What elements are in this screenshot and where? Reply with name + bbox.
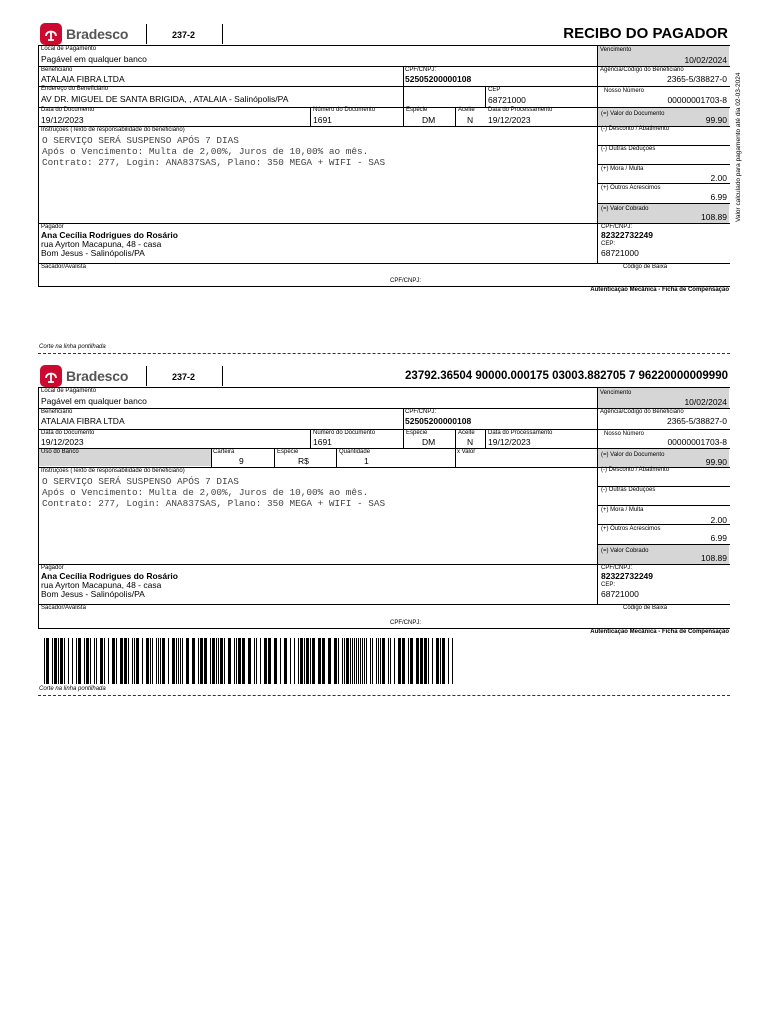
document-date: 19/12/2023 bbox=[41, 437, 84, 447]
other-additions: 6.99 bbox=[710, 192, 727, 202]
field-label: Endereço do Beneficiário bbox=[41, 86, 109, 92]
beneficiary-address: AV DR. MIGUEL DE SANTA BRIGIDA, , ATALAIA - Salinópolis/PA bbox=[41, 94, 289, 104]
field-label: Beneficiário bbox=[41, 409, 73, 415]
payer-cep: 68721000 bbox=[601, 248, 639, 258]
document-value: 99.90 bbox=[705, 115, 727, 125]
acceptance: N bbox=[467, 437, 474, 447]
charged-value: 108.89 bbox=[701, 212, 727, 222]
document-value: 99.90 bbox=[705, 457, 727, 467]
field-label: CPF/CNPJ: bbox=[601, 565, 633, 571]
field-label: Agência/Código do Beneficiário bbox=[600, 409, 684, 415]
beneficiary-cnpj: 52505200000108 bbox=[405, 416, 472, 426]
field-label: (-) Outras Deduções bbox=[601, 146, 656, 152]
field-label: (+) Mora / Multa bbox=[601, 166, 644, 172]
cut-line bbox=[38, 353, 730, 354]
field-label: CEP: bbox=[601, 582, 616, 588]
field-label: Beneficiário bbox=[41, 67, 73, 73]
instruction-line: O SERVIÇO SERÁ SUSPENSO APÓS 7 DIAS bbox=[42, 476, 239, 487]
field-label: Espécie bbox=[406, 107, 428, 113]
acceptance: N bbox=[467, 115, 474, 125]
due-date: 10/02/2024 bbox=[684, 55, 727, 65]
field-label: Data do Documento bbox=[41, 430, 95, 436]
our-number: 00000001703-8 bbox=[667, 437, 727, 447]
payer-cep: 68721000 bbox=[601, 589, 639, 599]
wallet: 9 bbox=[239, 456, 244, 466]
field-label: Código de Baixa bbox=[623, 605, 668, 611]
bradesco-tree-icon bbox=[40, 23, 62, 45]
payer-city: Bom Jesus - Salinópolis/PA bbox=[41, 589, 145, 599]
processing-date: 19/12/2023 bbox=[488, 115, 531, 125]
due-date: 10/02/2024 bbox=[684, 397, 727, 407]
field-label: CPF/CNPJ: bbox=[390, 620, 422, 626]
field-label: CPF/CNPJ: bbox=[405, 67, 437, 73]
barcode bbox=[44, 638, 456, 684]
beneficiary-name: ATALAIA FIBRA LTDA bbox=[41, 416, 125, 426]
field-label: Instruções (Texto de responsabilidade do beneficiário) bbox=[41, 468, 185, 474]
document-kind: DM bbox=[422, 115, 436, 125]
payment-location: Pagável em qualquer banco bbox=[41, 396, 147, 406]
field-label: Vencimento bbox=[600, 390, 632, 396]
bank-name: Bradesco bbox=[66, 26, 129, 42]
agency-code: 2365-5/38827-0 bbox=[666, 416, 727, 426]
field-label: Aceite bbox=[458, 430, 475, 436]
field-label: Carteira bbox=[213, 449, 235, 455]
instruction-line: Contrato: 277, Login: ANA837SAS, Plano: 350 MEGA + WIFI - SAS bbox=[42, 157, 386, 168]
field-label: Data do Documento bbox=[41, 107, 95, 113]
field-label: x Valor bbox=[457, 449, 476, 455]
field-label: CEP bbox=[488, 87, 501, 93]
field-label: (+) Outros Acrescimos bbox=[601, 526, 661, 532]
currency: R$ bbox=[298, 456, 309, 466]
field-label: Uso do Banco bbox=[41, 449, 79, 455]
field-label: Pagador bbox=[41, 224, 64, 230]
document-date: 19/12/2023 bbox=[41, 115, 84, 125]
payer-address: rua Ayrton Macapuna, 48 - casa bbox=[41, 239, 162, 249]
field-label: Local de Pagamento bbox=[41, 388, 97, 394]
field-label: (-) Desconto / Abatimento bbox=[601, 467, 670, 473]
field-label: Instruções (Texto de responsabilidade do beneficiário) bbox=[41, 127, 185, 133]
payer-cpf: 82322732249 bbox=[601, 230, 654, 240]
payment-location: Pagável em qualquer banco bbox=[41, 54, 147, 64]
payer-name: Ana Cecília Rodrigues do Rosário bbox=[41, 230, 178, 240]
our-number: 00000001703-8 bbox=[667, 95, 727, 105]
instruction-line: O SERVIÇO SERÁ SUSPENSO APÓS 7 DIAS bbox=[42, 135, 239, 146]
field-label: (+) Outros Acrescimos bbox=[601, 185, 661, 191]
bradesco-tree-icon bbox=[40, 365, 62, 387]
field-label: Espécie bbox=[406, 430, 428, 436]
quantity: 1 bbox=[364, 456, 369, 466]
field-label: Pagador bbox=[41, 565, 64, 571]
cut-line bbox=[38, 695, 730, 696]
payer-cpf: 82322732249 bbox=[601, 571, 654, 581]
beneficiary-cep: 68721000 bbox=[488, 95, 526, 105]
field-label: (=) Valor Cobrado bbox=[601, 548, 649, 554]
digitable-line: 23792.36504 90000.000175 03003.882705 7 96220000009990 bbox=[405, 370, 728, 382]
field-label: Agência/Código do Beneficiário bbox=[600, 67, 684, 73]
payment-deadline-note: Valor calculado para pagamento até dia 02-03-2024 bbox=[735, 72, 742, 222]
field-label: Local de Pagamento bbox=[41, 46, 97, 52]
field-label: Nosso Número bbox=[604, 431, 645, 437]
field-label: Sacador/Avalista bbox=[41, 605, 86, 611]
field-label: Nosso Número bbox=[604, 88, 645, 94]
other-additions: 6.99 bbox=[710, 533, 727, 543]
agency-code: 2365-5/38827-0 bbox=[666, 74, 727, 84]
field-label: CPF/CNPJ: bbox=[601, 224, 633, 230]
late-fee: 2.00 bbox=[710, 173, 727, 183]
receipt-title: RECIBO DO PAGADOR bbox=[563, 25, 728, 42]
authentication-label: Autenticação Mecânica - Ficha de Compensação bbox=[590, 629, 729, 635]
instruction-line: Após o Vencimento: Multa de 2,00%, Juros de 10,00% ao mês. bbox=[42, 146, 369, 157]
bank-code: 237-2 bbox=[172, 30, 196, 40]
instruction-line: Contrato: 277, Login: ANA837SAS, Plano: 350 MEGA + WIFI - SAS bbox=[42, 498, 386, 509]
document-number: 1691 bbox=[313, 115, 332, 125]
field-label: Vencimento bbox=[600, 47, 632, 53]
authentication-label: Autenticação Mecânica - Ficha de Compensação bbox=[590, 287, 729, 293]
field-label: (-) Desconto / Abatimento bbox=[601, 126, 670, 132]
late-fee: 2.00 bbox=[710, 515, 727, 525]
cut-label: Corte na linha pontilhada bbox=[39, 344, 106, 350]
field-label: Aceite bbox=[458, 107, 475, 113]
field-label: CEP: bbox=[601, 241, 616, 247]
field-label: (=) Valor Cobrado bbox=[601, 206, 649, 212]
processing-date: 19/12/2023 bbox=[488, 437, 531, 447]
payer-name: Ana Cecília Rodrigues do Rosário bbox=[41, 571, 178, 581]
payer-address: rua Ayrton Macapuna, 48 - casa bbox=[41, 580, 162, 590]
beneficiary-name: ATALAIA FIBRA LTDA bbox=[41, 74, 125, 84]
field-label: Data do Processamento bbox=[488, 430, 553, 436]
field-label: Data do Processamento bbox=[488, 107, 553, 113]
charged-value: 108.89 bbox=[701, 553, 727, 563]
field-label: Quantidade bbox=[339, 449, 371, 455]
beneficiary-cnpj: 52505200000108 bbox=[405, 74, 472, 84]
field-label: Número do Documento bbox=[313, 430, 376, 436]
field-label: Número do Documento bbox=[313, 107, 376, 113]
field-label: (=) Valor do Documento bbox=[601, 452, 665, 458]
field-label: (-) Outras Deduções bbox=[601, 487, 656, 493]
payer-city: Bom Jesus - Salinópolis/PA bbox=[41, 248, 145, 258]
cut-label: Corte na linha pontilhada bbox=[39, 686, 106, 692]
field-label: CPF/CNPJ: bbox=[390, 278, 422, 284]
field-label: CPF/CNPJ: bbox=[405, 409, 437, 415]
field-label: (+) Mora / Multa bbox=[601, 507, 644, 513]
instruction-line: Após o Vencimento: Multa de 2,00%, Juros de 10,00% ao mês. bbox=[42, 487, 369, 498]
bank-name: Bradesco bbox=[66, 368, 129, 384]
field-label: Sacador/Avalista bbox=[41, 264, 86, 270]
field-label: Espécie bbox=[277, 449, 299, 455]
document-number: 1691 bbox=[313, 437, 332, 447]
field-label: (=) Valor do Documento bbox=[601, 111, 665, 117]
document-kind: DM bbox=[422, 437, 436, 447]
field-label: Código de Baixa bbox=[623, 264, 668, 270]
bank-code: 237-2 bbox=[172, 372, 196, 382]
